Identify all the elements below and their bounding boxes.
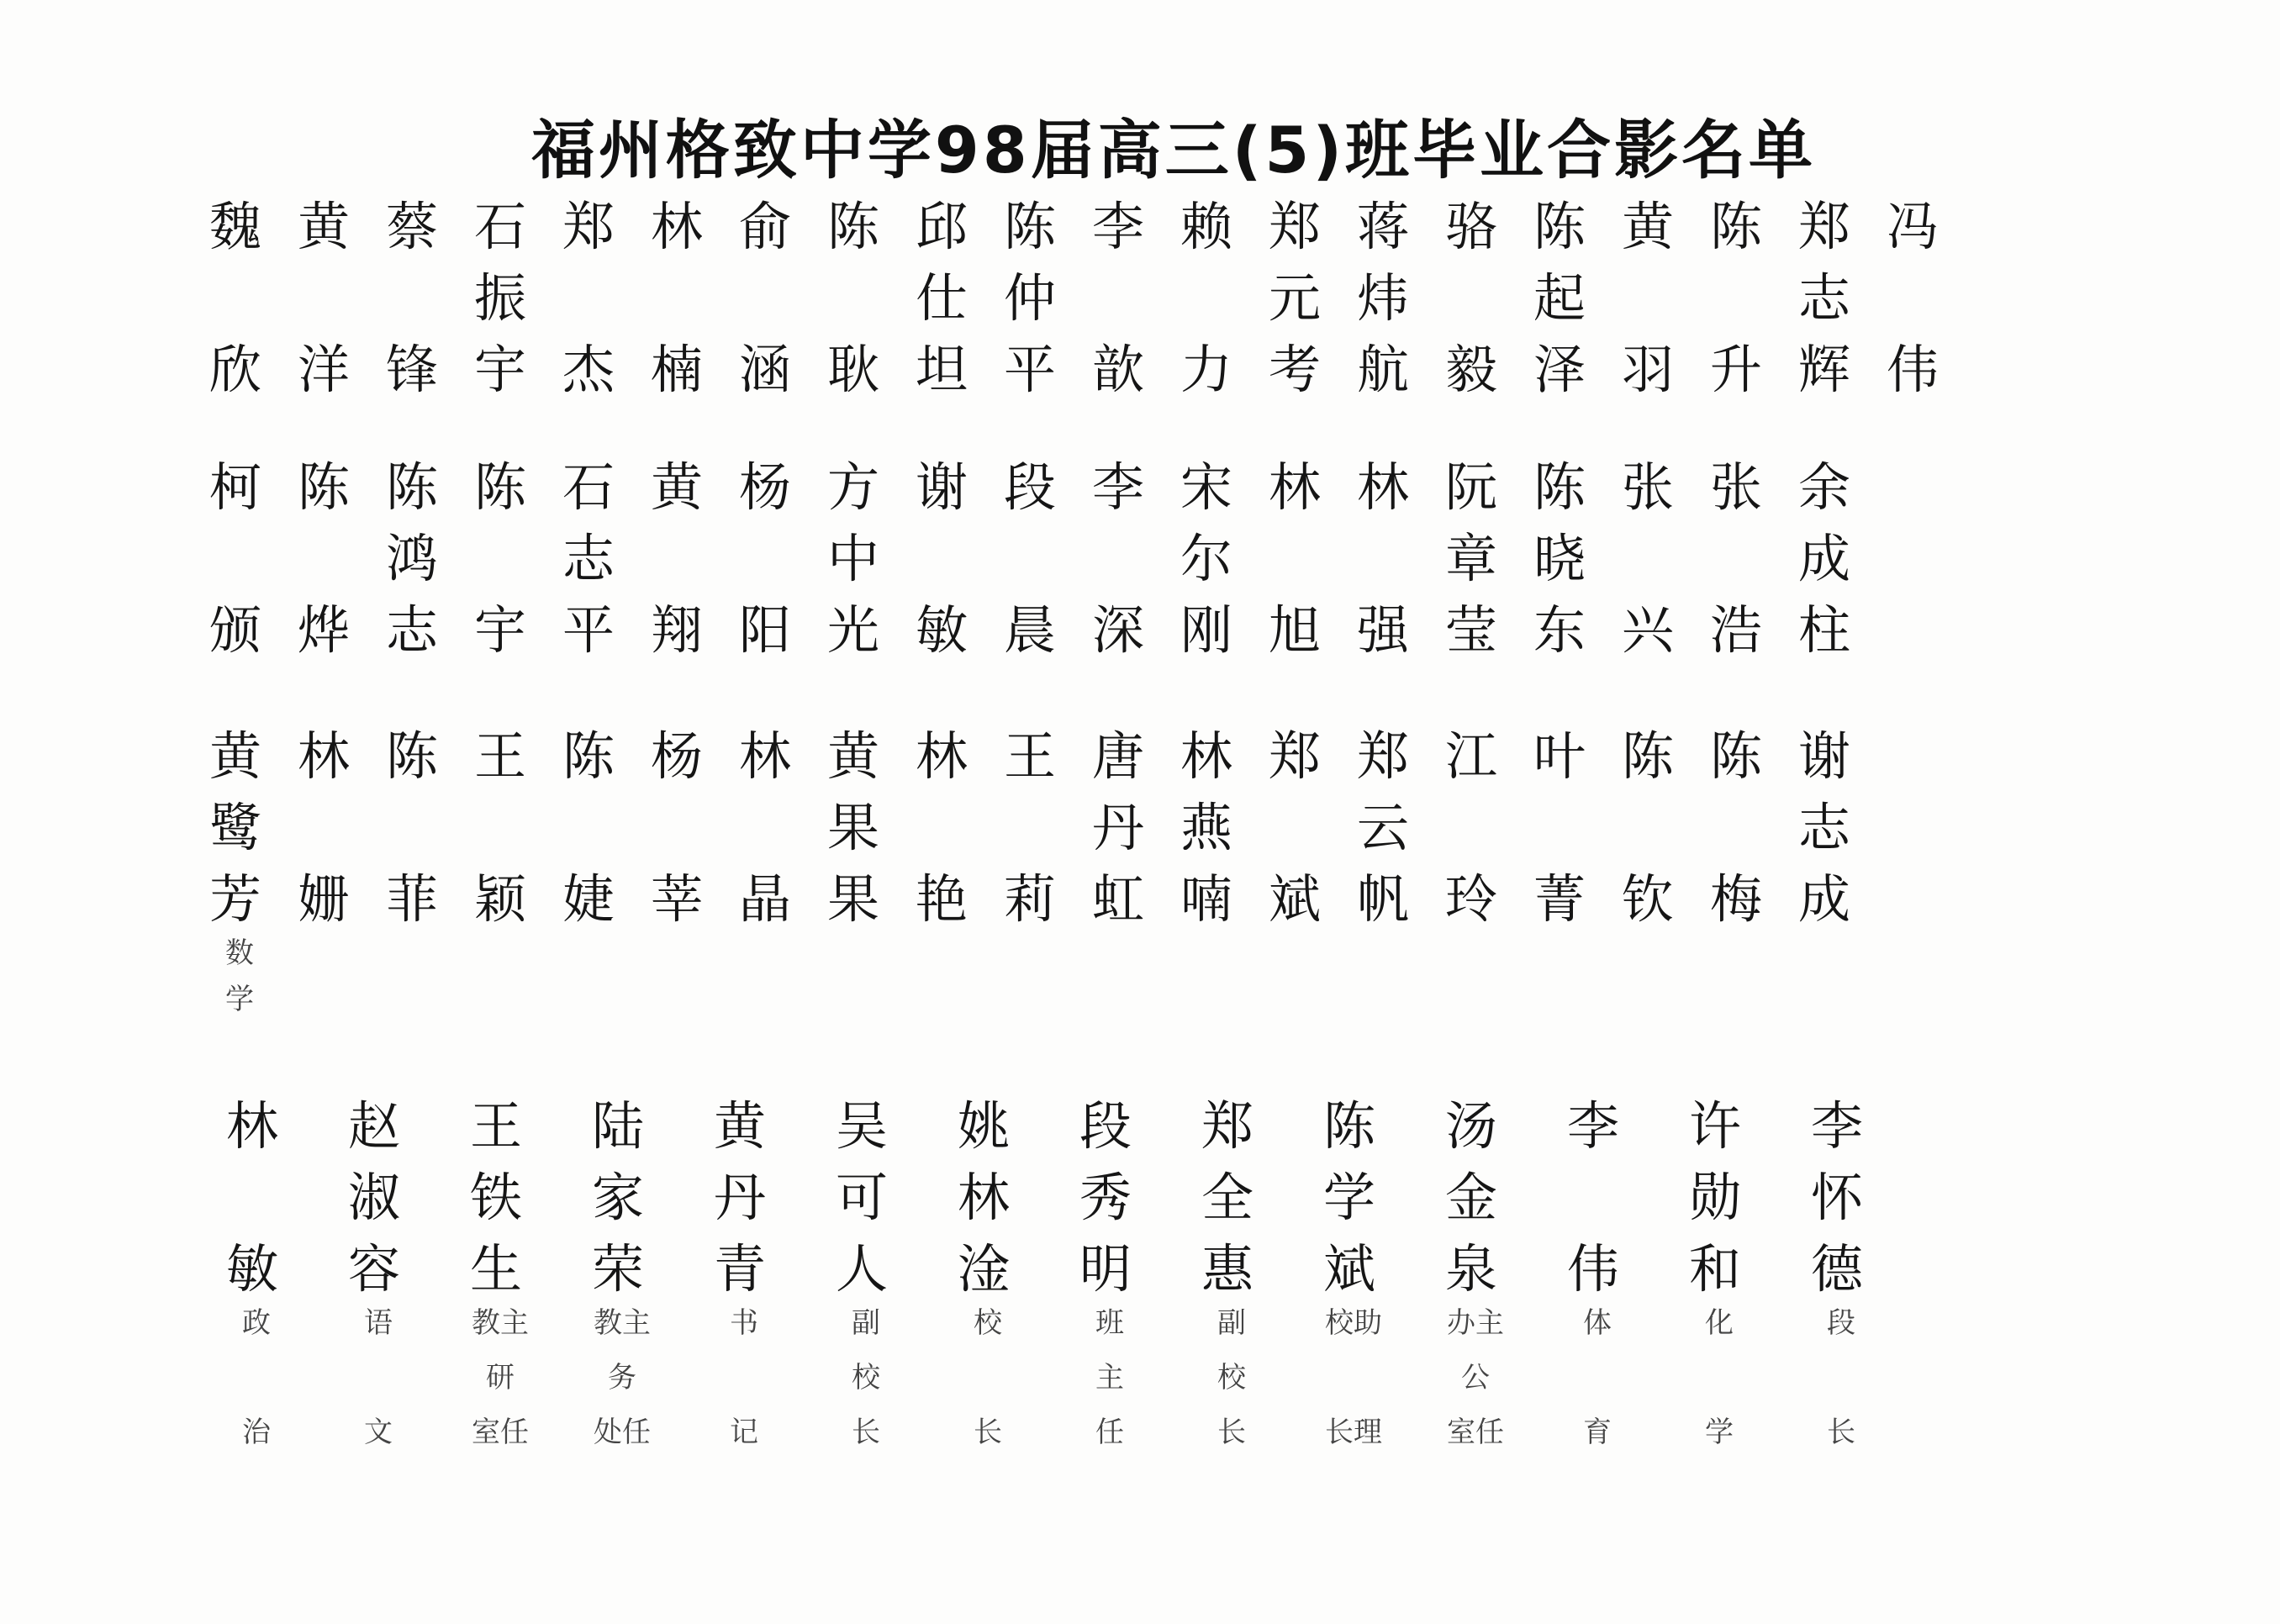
name-char: 魏 [208, 196, 261, 257]
name-char: 骆 [1444, 196, 1497, 257]
name-char: 陈 [826, 196, 879, 257]
name-char: 姗 [297, 868, 350, 930]
name-char: 丹 [1091, 797, 1144, 858]
name-char: 李 [1566, 1095, 1619, 1157]
name-char: 烨 [297, 599, 350, 661]
name-char: 黄 [826, 725, 879, 787]
name-char: 柯 [208, 456, 261, 518]
role-label: 班 [1095, 1306, 1124, 1340]
name-char: 力 [1180, 339, 1232, 400]
name-char: 余 [1797, 456, 1850, 518]
name-char: 元 [1268, 267, 1321, 329]
role-label: 育 [1583, 1416, 1612, 1449]
name-char: 泉 [1444, 1238, 1497, 1300]
name-char: 郑 [1268, 196, 1321, 257]
name-char: 莉 [1003, 868, 1056, 930]
name-char: 颖 [473, 868, 526, 930]
name-char: 王 [1003, 725, 1056, 787]
name-char: 东 [1533, 599, 1586, 661]
name-char: 邱 [915, 196, 968, 257]
name-char: 林 [225, 1095, 278, 1157]
role-label: 政 [242, 1306, 271, 1340]
role-label: 长 [974, 1416, 1002, 1449]
name-char: 张 [1709, 456, 1762, 518]
name-char: 陈 [473, 456, 526, 518]
name-char: 冯 [1886, 196, 1939, 257]
name-char: 陈 [1322, 1095, 1375, 1157]
name-char: 许 [1688, 1095, 1741, 1157]
name-char: 德 [1810, 1238, 1863, 1300]
name-char: 晨 [1003, 599, 1056, 661]
name-char: 柱 [1797, 599, 1850, 661]
name-char: 起 [1533, 267, 1586, 329]
name-char: 杨 [650, 725, 703, 787]
role-label: 文 [364, 1416, 393, 1449]
name-char: 勋 [1688, 1167, 1741, 1228]
role-label: 化 [1705, 1306, 1734, 1340]
name-char: 玲 [1444, 868, 1497, 930]
name-char: 家 [591, 1167, 644, 1228]
name-char: 张 [1621, 456, 1674, 518]
role-label: 教主 [594, 1306, 651, 1340]
name-char: 人 [835, 1238, 888, 1300]
name-char: 喃 [1180, 868, 1232, 930]
role-label: 长 [1217, 1416, 1246, 1449]
name-char: 郑 [1356, 725, 1409, 787]
name-char: 陈 [562, 725, 615, 787]
name-char: 蔡 [385, 196, 438, 257]
name-char: 郑 [562, 196, 615, 257]
name-char: 陈 [297, 456, 350, 518]
role-label: 语 [364, 1306, 393, 1340]
role-label: 办主 [1447, 1306, 1504, 1340]
name-char: 黄 [297, 196, 350, 257]
name-char: 王 [469, 1095, 522, 1157]
name-char: 吴 [835, 1095, 888, 1157]
name-char: 陈 [1709, 725, 1762, 787]
name-char: 兴 [1621, 599, 1674, 661]
role-label: 段 [1827, 1306, 1855, 1340]
name-char: 李 [1810, 1095, 1863, 1157]
name-char: 歆 [1091, 339, 1144, 400]
name-char: 郑 [1268, 725, 1321, 787]
name-char: 杨 [738, 456, 791, 518]
name-char: 婕 [562, 868, 615, 930]
name-char: 果 [826, 868, 879, 930]
name-char: 敏 [225, 1238, 278, 1300]
name-char: 林 [297, 725, 350, 787]
name-char: 陈 [1709, 196, 1762, 257]
name-char: 林 [1180, 725, 1232, 787]
name-char: 黄 [1621, 196, 1674, 257]
name-char: 坦 [915, 339, 968, 400]
name-char: 敏 [915, 599, 968, 661]
name-char: 菁 [1533, 868, 1586, 930]
name-char: 荣 [591, 1238, 644, 1300]
role-label: 副 [1217, 1306, 1246, 1340]
name-char: 陈 [385, 725, 438, 787]
role-label: 校 [1217, 1361, 1246, 1395]
name-char: 阮 [1444, 456, 1497, 518]
name-char: 涵 [738, 339, 791, 400]
name-char: 俞 [738, 196, 791, 257]
role-label: 务 [608, 1361, 636, 1395]
name-char: 志 [1797, 267, 1850, 329]
role-label: 主 [1095, 1361, 1124, 1395]
name-char: 航 [1356, 339, 1409, 400]
name-char: 斌 [1268, 868, 1321, 930]
name-char: 方 [826, 456, 879, 518]
name-char: 郑 [1201, 1095, 1253, 1157]
name-char: 学 [1322, 1167, 1375, 1228]
name-char: 明 [1079, 1238, 1132, 1300]
name-char: 羽 [1621, 339, 1674, 400]
role-label: 室任 [1447, 1416, 1504, 1449]
name-char: 秀 [1079, 1167, 1132, 1228]
name-char: 黄 [713, 1095, 766, 1157]
name-char: 蒋 [1356, 196, 1409, 257]
role-label: 公 [1461, 1361, 1490, 1395]
name-char: 淦 [957, 1238, 1010, 1300]
name-char: 黄 [650, 456, 703, 518]
name-char: 鸿 [385, 528, 438, 589]
role-label: 长 [852, 1416, 880, 1449]
name-char: 宇 [473, 339, 526, 400]
name-char: 林 [915, 725, 968, 787]
name-char: 叶 [1533, 725, 1586, 787]
name-char: 云 [1356, 797, 1409, 858]
name-char: 莘 [650, 868, 703, 930]
name-char: 汤 [1444, 1095, 1497, 1157]
name-char: 谢 [1797, 725, 1850, 787]
name-char: 和 [1688, 1238, 1741, 1300]
name-char: 颁 [208, 599, 261, 661]
page-title: 福州格致中学98届高三(5)班毕业合影名单 [530, 113, 1817, 187]
name-char: 深 [1091, 599, 1144, 661]
name-char: 唐 [1091, 725, 1144, 787]
name-char: 容 [347, 1238, 400, 1300]
name-char: 升 [1709, 339, 1762, 400]
name-char: 淑 [347, 1167, 400, 1228]
name-char: 莹 [1444, 599, 1497, 661]
name-char: 林 [1268, 456, 1321, 518]
name-char: 阳 [738, 599, 791, 661]
name-char: 楠 [650, 339, 703, 400]
name-char: 炜 [1356, 267, 1409, 329]
name-char: 平 [562, 599, 615, 661]
name-char: 尔 [1180, 528, 1232, 589]
name-char: 旭 [1268, 599, 1321, 661]
name-char: 仕 [915, 267, 968, 329]
name-char: 陈 [1621, 725, 1674, 787]
name-char: 章 [1444, 528, 1497, 589]
name-char: 果 [826, 797, 879, 858]
name-char: 梅 [1709, 868, 1762, 930]
name-char: 志 [562, 528, 615, 589]
name-char: 青 [713, 1238, 766, 1300]
name-char: 艳 [915, 868, 968, 930]
name-char: 考 [1268, 339, 1321, 400]
name-char: 振 [473, 267, 526, 329]
role-label: 校 [974, 1306, 1002, 1340]
name-char: 陈 [385, 456, 438, 518]
role-label: 任 [1095, 1416, 1124, 1449]
name-char: 伟 [1886, 339, 1939, 400]
name-char: 泽 [1533, 339, 1586, 400]
name-char: 菲 [385, 868, 438, 930]
name-char: 仲 [1003, 267, 1056, 329]
name-char: 李 [1091, 196, 1144, 257]
name-char: 成 [1797, 868, 1850, 930]
name-char: 耿 [826, 339, 879, 400]
name-char: 段 [1003, 456, 1056, 518]
role-label: 校 [852, 1361, 880, 1395]
role-label: 学 [225, 983, 254, 1016]
name-char: 伟 [1566, 1238, 1619, 1300]
name-char: 欣 [208, 339, 261, 400]
name-char: 赵 [347, 1095, 400, 1157]
name-char: 陈 [1003, 196, 1056, 257]
name-char: 全 [1201, 1167, 1253, 1228]
role-label: 书 [730, 1306, 758, 1340]
name-char: 段 [1079, 1095, 1132, 1157]
role-label: 长 [1827, 1416, 1855, 1449]
name-char: 惠 [1201, 1238, 1253, 1300]
name-char: 燕 [1180, 797, 1232, 858]
role-label: 体 [1583, 1306, 1612, 1340]
name-char: 江 [1444, 725, 1497, 787]
name-char: 怀 [1810, 1167, 1863, 1228]
name-char: 平 [1003, 339, 1056, 400]
name-char: 姚 [957, 1095, 1010, 1157]
name-char: 辉 [1797, 339, 1850, 400]
name-char: 陆 [591, 1095, 644, 1157]
name-char: 石 [562, 456, 615, 518]
name-char: 林 [1356, 456, 1409, 518]
name-char: 帆 [1356, 868, 1409, 930]
name-char: 洋 [297, 339, 350, 400]
name-char: 丹 [713, 1167, 766, 1228]
name-char: 晶 [738, 868, 791, 930]
name-char: 宇 [473, 599, 526, 661]
name-char: 生 [469, 1238, 522, 1300]
name-char: 刚 [1180, 599, 1232, 661]
role-label: 处任 [594, 1416, 651, 1449]
name-char: 锋 [385, 339, 438, 400]
name-char: 石 [473, 196, 526, 257]
role-label: 治 [242, 1416, 271, 1449]
role-label: 研 [486, 1361, 515, 1395]
name-char: 杰 [562, 339, 615, 400]
name-char: 光 [826, 599, 879, 661]
role-label: 学 [1705, 1416, 1734, 1449]
name-char: 铁 [469, 1167, 522, 1228]
name-char: 浩 [1709, 599, 1762, 661]
name-char: 虹 [1091, 868, 1144, 930]
name-char: 林 [957, 1167, 1010, 1228]
name-char: 志 [1797, 797, 1850, 858]
role-label: 教主 [472, 1306, 529, 1340]
name-char: 谢 [915, 456, 968, 518]
name-char: 志 [385, 599, 438, 661]
name-char: 芳 [208, 868, 261, 930]
role-label: 数 [225, 936, 254, 970]
name-char: 林 [650, 196, 703, 257]
name-char: 强 [1356, 599, 1409, 661]
role-label: 长理 [1325, 1416, 1382, 1449]
name-char: 陈 [1533, 456, 1586, 518]
name-char: 郑 [1797, 196, 1850, 257]
name-char: 中 [826, 528, 879, 589]
name-char: 斌 [1322, 1238, 1375, 1300]
name-char: 李 [1091, 456, 1144, 518]
role-label: 室任 [472, 1416, 529, 1449]
role-label: 副 [852, 1306, 880, 1340]
role-label: 记 [730, 1416, 758, 1449]
name-char: 成 [1797, 528, 1850, 589]
name-char: 宋 [1180, 456, 1232, 518]
name-char: 陈 [1533, 196, 1586, 257]
name-char: 林 [738, 725, 791, 787]
role-label: 校助 [1325, 1306, 1382, 1340]
name-char: 毅 [1444, 339, 1497, 400]
name-char: 鹭 [208, 797, 261, 858]
name-char: 赖 [1180, 196, 1232, 257]
name-char: 钦 [1621, 868, 1674, 930]
name-char: 翔 [650, 599, 703, 661]
name-char: 晓 [1533, 528, 1586, 589]
name-char: 可 [835, 1167, 888, 1228]
name-char: 黄 [208, 725, 261, 787]
name-char: 金 [1444, 1167, 1497, 1228]
name-char: 王 [473, 725, 526, 787]
